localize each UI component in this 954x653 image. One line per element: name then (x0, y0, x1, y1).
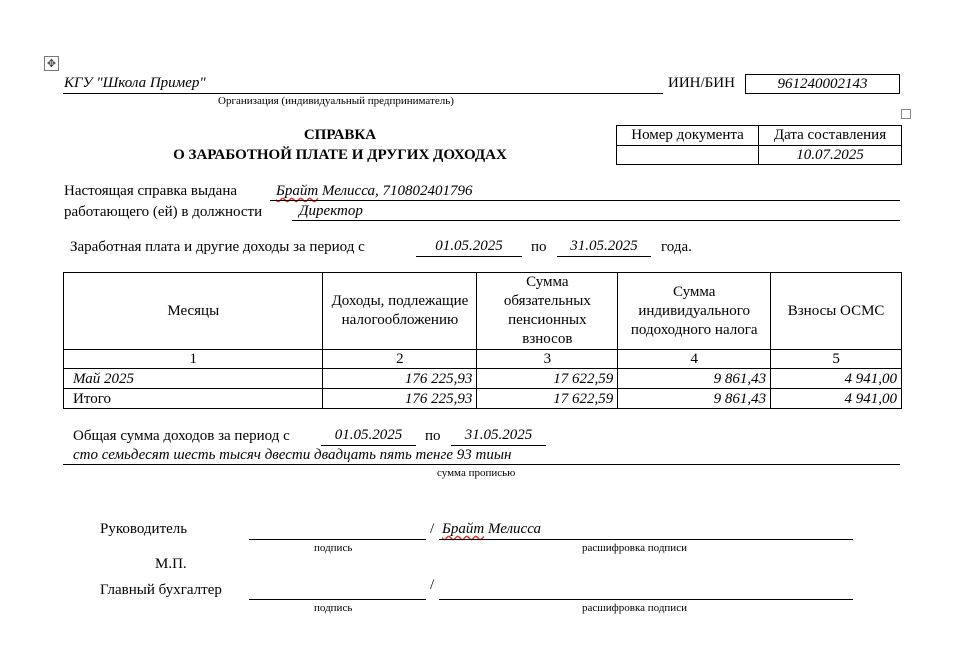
position-underline (292, 220, 900, 221)
cell-tax: 9 861,43 (618, 369, 771, 389)
accountant-label: Главный бухгалтер (100, 582, 222, 598)
period-label: Заработная плата и другие доходы за период с (70, 239, 365, 255)
accountant-decode-caption: расшифровка подписи (582, 602, 687, 614)
iin-value-box (745, 74, 900, 94)
resize-handle-icon[interactable] (901, 109, 911, 119)
head-decode-line (439, 539, 853, 540)
cell-month: Май 2025 (64, 369, 323, 389)
head-sign-caption: подпись (314, 542, 353, 554)
col-header-tax: Сумма индивидуального подоходного налога (618, 273, 771, 350)
cell-income: 176 225,93 (323, 369, 477, 389)
income-table (63, 272, 902, 409)
head-signature-line[interactable] (249, 539, 426, 540)
table-move-handle-icon[interactable]: ✥ (44, 56, 59, 71)
doc-number-label: Номер документа (617, 126, 759, 146)
period-to-label: по (531, 239, 547, 255)
doc-date-value: 10.07.2025 (759, 146, 902, 165)
period-from: 01.05.2025 (435, 238, 503, 254)
stamp-label: М.П. (155, 556, 187, 572)
doc-date-label: Дата составления (759, 126, 902, 146)
table-header-row (64, 273, 902, 350)
head-name-rest: Мелисса (484, 521, 541, 537)
col-header-pension: Сумма обязательных пенсионных взносов (477, 273, 618, 350)
accountant-signature-line[interactable] (249, 599, 426, 600)
title-line-2: О ЗАРАБОТНОЙ ПЛАТЕ И ДРУГИХ ДОХОДАХ (173, 147, 507, 163)
total-sum-from: 01.05.2025 (334, 427, 403, 443)
col-header-osms: Взносы ОСМС (771, 273, 902, 350)
period-from-underline (416, 256, 522, 257)
total-sum-to-label: по (425, 428, 441, 444)
accountant-slash: / (430, 577, 435, 593)
col-number: 3 (477, 350, 618, 369)
organization-underline (63, 93, 663, 94)
total-income: 176 225,93 (323, 389, 477, 409)
iin-label: ИИН/БИН (668, 75, 735, 91)
issued-name (276, 183, 472, 200)
issued-name-rest: Мелисса, 710802401796 (318, 183, 473, 199)
col-number: 1 (64, 350, 323, 369)
col-header-months: Месяцы (64, 273, 323, 350)
issued-label: Настоящая справка выдана (64, 183, 238, 199)
col-header-income: Доходы, подлежащие налогообложению (323, 273, 477, 350)
period-suffix: года. (661, 239, 692, 255)
head-slash: / (430, 521, 435, 537)
issued-name-first: Брайт (276, 183, 319, 199)
total-sum-to: 31.05.2025 (464, 427, 533, 443)
total-sum-words-underline (63, 464, 900, 465)
col-number: 5 (771, 350, 902, 369)
total-sum-words-caption: сумма прописью (437, 467, 516, 479)
title-line-1: СПРАВКА (303, 127, 377, 143)
position-label: работающего (ей) в должности (64, 204, 263, 220)
total-sum-label: Общая сумма доходов за период с (73, 428, 290, 444)
iin-value: 961240002143 (777, 76, 868, 92)
accountant-sign-caption: подпись (314, 602, 353, 614)
position-value: Директор (299, 203, 363, 219)
head-label: Руководитель (100, 521, 188, 537)
document-info-table (616, 125, 902, 165)
accountant-decode-line (439, 599, 853, 600)
period-to: 31.05.2025 (570, 238, 638, 254)
organization-caption: Организация (индивидуальный предприниматель) (218, 95, 454, 107)
cell-pension: 17 622,59 (477, 369, 618, 389)
total-osms: 4 941,00 (771, 389, 902, 409)
doc-number-value (617, 146, 759, 165)
head-name (442, 521, 541, 538)
head-name-first: Брайт (442, 521, 485, 537)
organization-value: КГУ "Школа Пример" (64, 75, 206, 91)
table-row (64, 369, 902, 389)
period-to-underline (557, 256, 651, 257)
head-decode-caption: расшифровка подписи (582, 542, 687, 554)
total-label: Итого (64, 389, 323, 409)
table-total-row (64, 389, 902, 409)
table-number-row (64, 350, 902, 369)
total-pension: 17 622,59 (477, 389, 618, 409)
col-number: 4 (618, 350, 771, 369)
total-sum-from-underline (321, 445, 416, 446)
col-number: 2 (323, 350, 477, 369)
issued-underline (270, 200, 900, 201)
cell-osms: 4 941,00 (771, 369, 902, 389)
total-sum-to-underline (451, 445, 546, 446)
total-sum-words: сто семьдесят шесть тысяч двести двадцать пять тенге 93 тиын (73, 447, 512, 463)
total-tax: 9 861,43 (618, 389, 771, 409)
